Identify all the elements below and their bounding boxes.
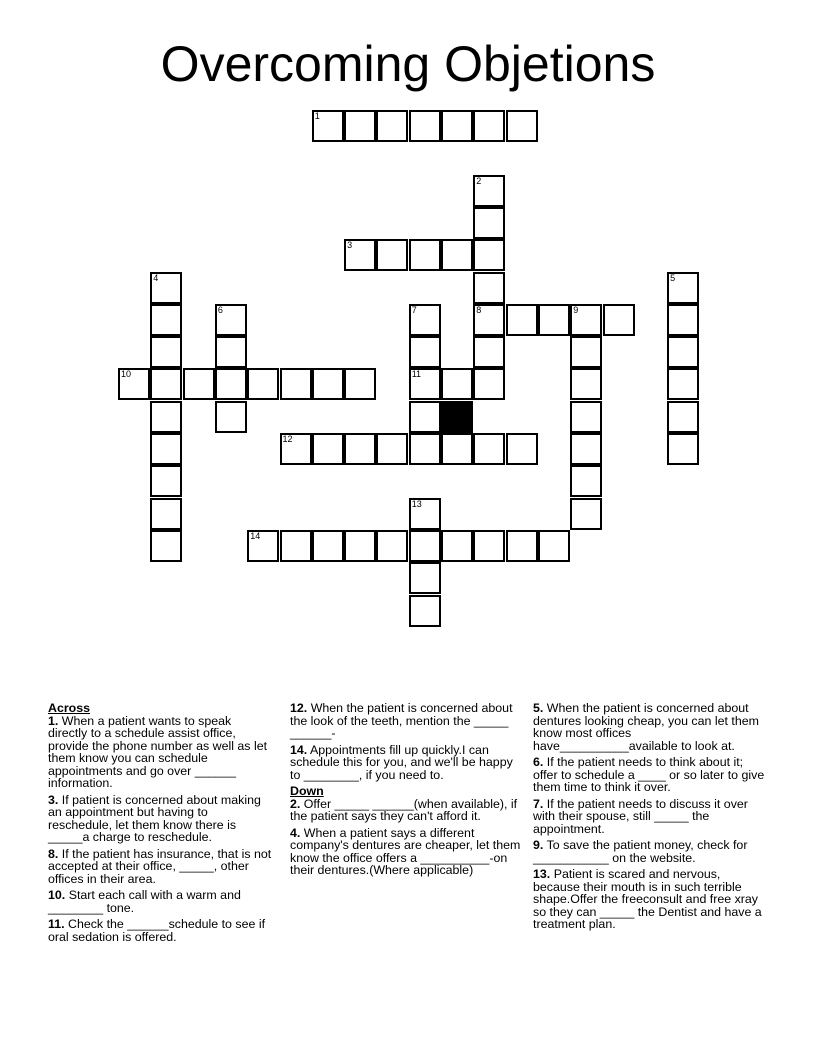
cell-number: 6: [217, 304, 223, 315]
cell-number: 1: [314, 111, 320, 121]
grid-cell[interactable]: [506, 530, 538, 562]
grid-cell[interactable]: [215, 401, 247, 433]
clues-column-2: [290, 702, 526, 881]
grid-cell[interactable]: [473, 433, 505, 465]
cell-number: 2: [476, 175, 482, 186]
grid-cell[interactable]: [570, 368, 602, 400]
grid-cell[interactable]: [150, 304, 182, 336]
clue-across-12: [290, 702, 526, 740]
grid-cell[interactable]: [506, 110, 538, 142]
grid-cell[interactable]: [312, 530, 344, 562]
grid-cell[interactable]: [570, 336, 602, 368]
grid-cell[interactable]: [344, 110, 376, 142]
grid-cell[interactable]: [667, 336, 699, 368]
clue-across-10: [48, 889, 273, 914]
clue-number: 5.: [533, 701, 544, 715]
grid-cell[interactable]: [570, 304, 602, 336]
cell-number: 9: [573, 304, 579, 315]
grid-cell[interactable]: [409, 336, 441, 368]
clue-down-9: [533, 839, 769, 864]
grid-cell[interactable]: [441, 530, 473, 562]
clue-number: 1.: [48, 713, 59, 728]
clue-text: When the patient is concerned about dentures looking cheap, you can let them know most offices have__________available to look at.: [533, 701, 759, 753]
cell-number: 5: [670, 272, 676, 283]
clue-down-13: [533, 868, 769, 931]
grid-cell[interactable]: [473, 304, 505, 336]
clue-down-6: [533, 756, 769, 794]
clue-text: Start each call with a warm and ________ tone.: [48, 888, 241, 915]
cell-number: 11: [411, 369, 422, 380]
grid-cell[interactable]: [473, 207, 505, 239]
grid-cell[interactable]: [376, 239, 408, 271]
grid-cell[interactable]: [473, 110, 505, 142]
clue-number: 13.: [533, 867, 551, 881]
blocked-cell: [441, 401, 473, 433]
grid-cell[interactable]: [150, 272, 182, 304]
grid-cell[interactable]: [667, 401, 699, 433]
grid-cell[interactable]: [150, 336, 182, 368]
grid-cell[interactable]: [409, 239, 441, 271]
grid-cell[interactable]: [473, 368, 505, 400]
across-heading: Across: [48, 701, 91, 715]
cell-number: 13: [411, 498, 422, 509]
clue-number: 3.: [48, 792, 59, 807]
grid-cell[interactable]: [538, 530, 570, 562]
clue-down-5: [533, 702, 769, 752]
grid-cell[interactable]: [312, 433, 344, 465]
cell-number: 7: [411, 304, 417, 315]
grid-cell[interactable]: [150, 498, 182, 530]
clue-number: 11.: [48, 917, 65, 931]
clue-text: Appointments fill up quickly.I can schedule this for you, and we'll be happy to ________, if you need to.: [290, 742, 513, 782]
clue-text: If the patient needs to think about it; offer to schedule a ____ or so later to give them time to think it over.: [533, 755, 765, 794]
grid-cell[interactable]: [344, 530, 376, 562]
clues-column-1: [48, 702, 273, 947]
clue-text: Check the ______schedule to see if oral sedation is offered.: [48, 917, 266, 944]
clue-down-2: [290, 798, 526, 823]
cell-number: 14: [250, 530, 261, 541]
clue-text: To save the patient money, check for ___________ on the website.: [533, 838, 748, 865]
grid-cell[interactable]: [280, 530, 312, 562]
down-heading: Down: [290, 784, 324, 798]
clue-number: 8.: [48, 846, 59, 861]
grid-cell[interactable]: [473, 272, 505, 304]
cell-number: 8: [476, 304, 482, 315]
grid-cell[interactable]: [376, 530, 408, 562]
grid-cell[interactable]: [603, 304, 635, 336]
grid-cell[interactable]: [506, 304, 538, 336]
grid-cell[interactable]: [150, 465, 182, 497]
clue-text: If patient is concerned about making an appointment but having to reschedule, let them know there is _____a charge to reschedule.: [48, 792, 261, 844]
grid-cell[interactable]: [667, 272, 699, 304]
grid-cell[interactable]: [376, 433, 408, 465]
clue-across-14: [290, 744, 526, 782]
grid-cell[interactable]: [215, 368, 247, 400]
grid-cell[interactable]: [280, 368, 312, 400]
clue-number: 9.: [533, 838, 544, 852]
grid-cell[interactable]: [247, 368, 279, 400]
grid-cell[interactable]: [409, 530, 441, 562]
clue-across-1: [48, 715, 273, 790]
grid-cell[interactable]: [409, 498, 441, 530]
grid-cell[interactable]: [409, 304, 441, 336]
grid-cell[interactable]: [409, 562, 441, 594]
grid-cell[interactable]: [215, 336, 247, 368]
grid-cell[interactable]: [538, 304, 570, 336]
clue-number: 2.: [290, 796, 301, 811]
grid-cell[interactable]: [409, 401, 441, 433]
cell-number: 10: [121, 369, 132, 380]
grid-cell[interactable]: [570, 401, 602, 433]
grid-cell[interactable]: [280, 433, 312, 465]
clue-down-7: [533, 798, 769, 836]
clue-text: Patient is scared and nervous, because their mouth is in such terrible shape.Offer the freeconsult and free xray so they can _____ the Dentist and have a treatment plan.: [533, 867, 762, 931]
grid-cell[interactable]: [441, 110, 473, 142]
clue-across-11: [48, 918, 273, 943]
grid-cell[interactable]: [570, 465, 602, 497]
clue-number: 7.: [533, 796, 544, 811]
grid-cell[interactable]: [312, 110, 344, 142]
cell-number: 4: [153, 272, 159, 283]
grid-cell[interactable]: [667, 304, 699, 336]
grid-cell[interactable]: [344, 433, 376, 465]
grid-cell[interactable]: [667, 433, 699, 465]
grid-cell[interactable]: [150, 401, 182, 433]
grid-cell[interactable]: [150, 433, 182, 465]
grid-cell[interactable]: [247, 530, 279, 562]
clue-text: Offer _____ ______(when available), if the patient says they can't afford it.: [290, 796, 518, 823]
grid-cell[interactable]: [409, 433, 441, 465]
clue-text: If the patient has insurance, that is not accepted at their office, _____, other offices in their area.: [48, 846, 272, 886]
grid-cell[interactable]: [409, 368, 441, 400]
grid-cell[interactable]: [473, 175, 505, 207]
grid-cell[interactable]: [570, 498, 602, 530]
grid-cell[interactable]: [344, 239, 376, 271]
grid-cell[interactable]: [376, 110, 408, 142]
grid-cell[interactable]: [409, 110, 441, 142]
grid-cell[interactable]: [441, 368, 473, 400]
grid-cell[interactable]: [473, 336, 505, 368]
puzzle-title: Overcoming Objetions: [160, 36, 656, 92]
grid-cell[interactable]: [118, 368, 150, 400]
grid-cell[interactable]: [344, 368, 376, 400]
grid-cell[interactable]: [506, 433, 538, 465]
grid-cell[interactable]: [409, 595, 441, 627]
clue-number: 12.: [290, 701, 308, 715]
clue-across-3: [48, 794, 273, 844]
grid-cell[interactable]: [473, 239, 505, 271]
grid-cell[interactable]: [570, 433, 602, 465]
cell-number: 3: [347, 240, 353, 251]
clue-text: If the patient needs to discuss it over with their spouse, still _____ the appointment.: [533, 796, 748, 836]
clue-down-4: [290, 827, 526, 877]
grid-cell[interactable]: [150, 530, 182, 562]
clue-number: 6.: [533, 755, 544, 769]
clue-number: 4.: [290, 825, 301, 840]
cell-number: 12: [282, 434, 293, 444]
clue-number: 14.: [290, 742, 308, 757]
clue-number: 10.: [48, 888, 66, 902]
grid-cell[interactable]: [441, 433, 473, 465]
grid-cell[interactable]: [667, 368, 699, 400]
clue-across-8: [48, 848, 273, 886]
grid-cell[interactable]: [473, 530, 505, 562]
clue-text: When a patient says a different company's dentures are cheaper, let them know the office offers a __________-on their dentures.(Where applicable): [290, 825, 521, 877]
grid-cell[interactable]: [183, 368, 215, 400]
grid-cell[interactable]: [441, 239, 473, 271]
clue-text: When the patient is concerned about the look of the teeth, mention the _____ ______-: [290, 701, 513, 740]
clue-text: When a patient wants to speak directly to a schedule assist office, provide the phone number as well as let them know you can schedule appointments and go over ______ information.: [48, 713, 268, 790]
grid-cell[interactable]: [150, 368, 182, 400]
grid-cell[interactable]: [312, 368, 344, 400]
clues-column-3: [533, 702, 769, 935]
grid-cell[interactable]: [215, 304, 247, 336]
